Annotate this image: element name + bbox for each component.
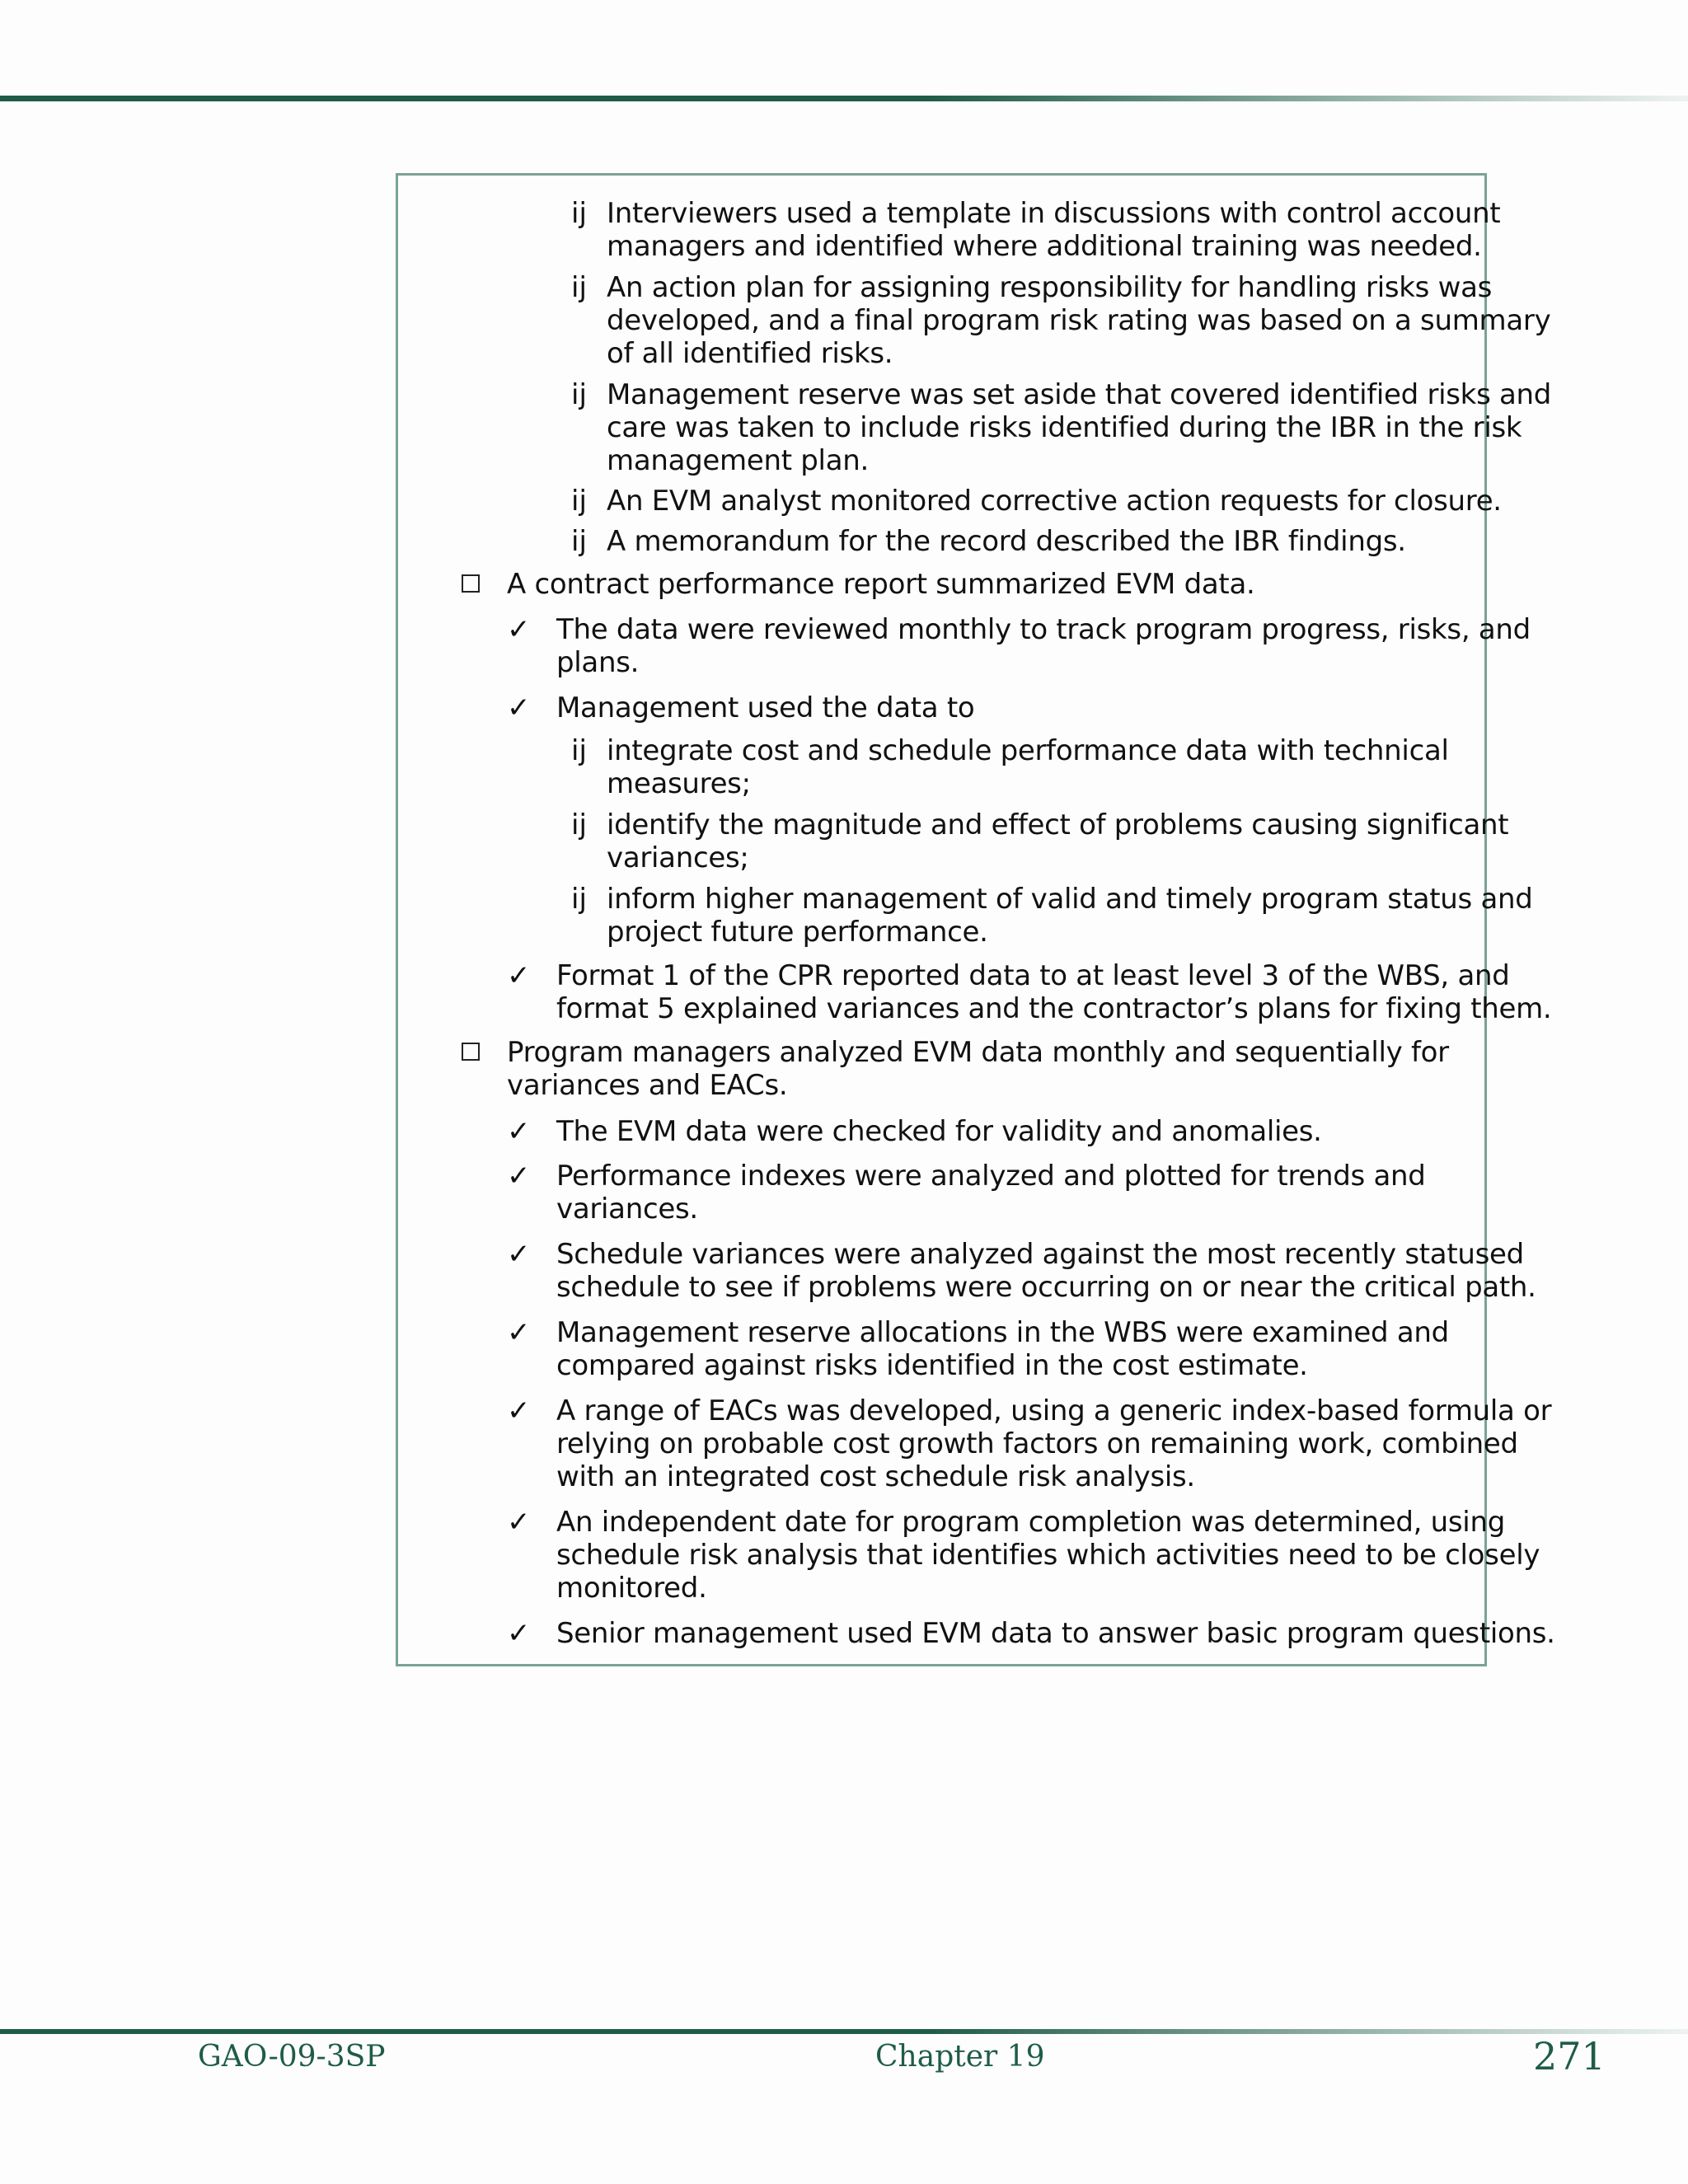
list-item-line: format 5 explained variances and the contractor’s plans for fixing them.	[556, 992, 1552, 1025]
report-id: GAO-09-3SP	[198, 2040, 386, 2074]
list-item-line: The EVM data were checked for validity and anomalies.	[556, 1115, 1322, 1148]
list-item-line: monitored.	[556, 1572, 707, 1605]
list-item-line: Interviewers used a template in discussions with control account	[607, 197, 1501, 230]
checklist-heading: Program managers analyzed EVM data monthly and sequentially for	[507, 1036, 1449, 1069]
checkmark-icon: ✓	[507, 959, 531, 992]
header-rule	[0, 96, 1688, 101]
list-item-line: identify the magnitude and effect of problems causing significant	[607, 808, 1509, 841]
list-item-line: managers and identified where additional training was needed.	[607, 230, 1482, 263]
sub-bullet-marker: ij	[571, 197, 587, 230]
sub-bullet-marker: ij	[571, 525, 587, 558]
checkmark-icon: ✓	[507, 1617, 531, 1650]
list-item-line: Senior management used EVM data to answer basic program questions.	[556, 1617, 1555, 1650]
footer-rule	[0, 2029, 1688, 2034]
list-item-line: Schedule variances were analyzed against the most recently statused	[556, 1238, 1524, 1271]
list-item-line: schedule risk analysis that identifies which activities need to be closely	[556, 1539, 1540, 1572]
list-item-line: Performance indexes were analyzed and plotted for trends and	[556, 1160, 1426, 1193]
checklist-heading: variances and EACs.	[507, 1069, 788, 1102]
list-item-line: The data were reviewed monthly to track program progress, risks, and	[556, 613, 1531, 646]
checkbox-square	[462, 1043, 480, 1061]
list-item-line: variances;	[607, 841, 749, 874]
list-item-line: relying on probable cost growth factors on remaining work, combined	[556, 1427, 1518, 1460]
list-item-line: with an integrated cost schedule risk analysis.	[556, 1460, 1195, 1493]
list-item-line: A range of EACs was developed, using a generic index-based formula or	[556, 1394, 1552, 1427]
list-item-line: project future performance.	[607, 916, 988, 949]
list-item-line: Management used the data to	[556, 691, 975, 724]
list-item-line: An EVM analyst monitored corrective action requests for closure.	[607, 485, 1502, 518]
sub-bullet-marker: ij	[571, 808, 587, 841]
list-item-line: Management reserve was set aside that covered identified risks and	[607, 378, 1552, 411]
list-item-line: plans.	[556, 646, 640, 679]
list-item-line: A memorandum for the record described the IBR findings.	[607, 525, 1406, 558]
sub-bullet-marker: ij	[571, 485, 587, 518]
list-item-line: care was taken to include risks identified during the IBR in the risk	[607, 411, 1522, 444]
checklist-heading: A contract performance report summarized EVM data.	[507, 568, 1255, 601]
list-item-line: Management reserve allocations in the WBS were examined and	[556, 1316, 1449, 1349]
list-item-line: An action plan for assigning responsibility for handling risks was	[607, 271, 1493, 304]
checkbox-square	[462, 574, 480, 593]
chapter-label: Chapter 19	[875, 2040, 1045, 2074]
checkmark-icon: ✓	[507, 613, 531, 646]
sub-bullet-marker: ij	[571, 734, 587, 767]
sub-bullet-marker: ij	[571, 883, 587, 916]
list-item-line: schedule to see if problems were occurring on or near the critical path.	[556, 1271, 1536, 1304]
list-item-line: An independent date for program completion was determined, using	[556, 1506, 1505, 1539]
list-item-line: management plan.	[607, 444, 869, 477]
list-item-line: of all identified risks.	[607, 337, 893, 370]
checkmark-icon: ✓	[507, 1316, 531, 1349]
list-item-line: Format 1 of the CPR reported data to at least level 3 of the WBS, and	[556, 959, 1510, 992]
list-item-line: developed, and a final program risk rating was based on a summary	[607, 304, 1551, 337]
list-item-line: integrate cost and schedule performance data with technical	[607, 734, 1449, 767]
sub-bullet-marker: ij	[571, 378, 587, 411]
list-item-line: inform higher management of valid and timely program status and	[607, 883, 1533, 916]
list-item-line: variances.	[556, 1193, 698, 1226]
checkmark-icon: ✓	[507, 1506, 531, 1539]
checkmark-icon: ✓	[507, 1238, 531, 1271]
checkmark-icon: ✓	[507, 1160, 531, 1193]
list-item-line: measures;	[607, 767, 751, 800]
checkmark-icon: ✓	[507, 1394, 531, 1427]
list-item-line: compared against risks identified in the cost estimate.	[556, 1349, 1308, 1382]
checkmark-icon: ✓	[507, 1115, 531, 1148]
page-number: 271	[1533, 2034, 1606, 2079]
checkmark-icon: ✓	[507, 691, 531, 724]
sub-bullet-marker: ij	[571, 271, 587, 304]
